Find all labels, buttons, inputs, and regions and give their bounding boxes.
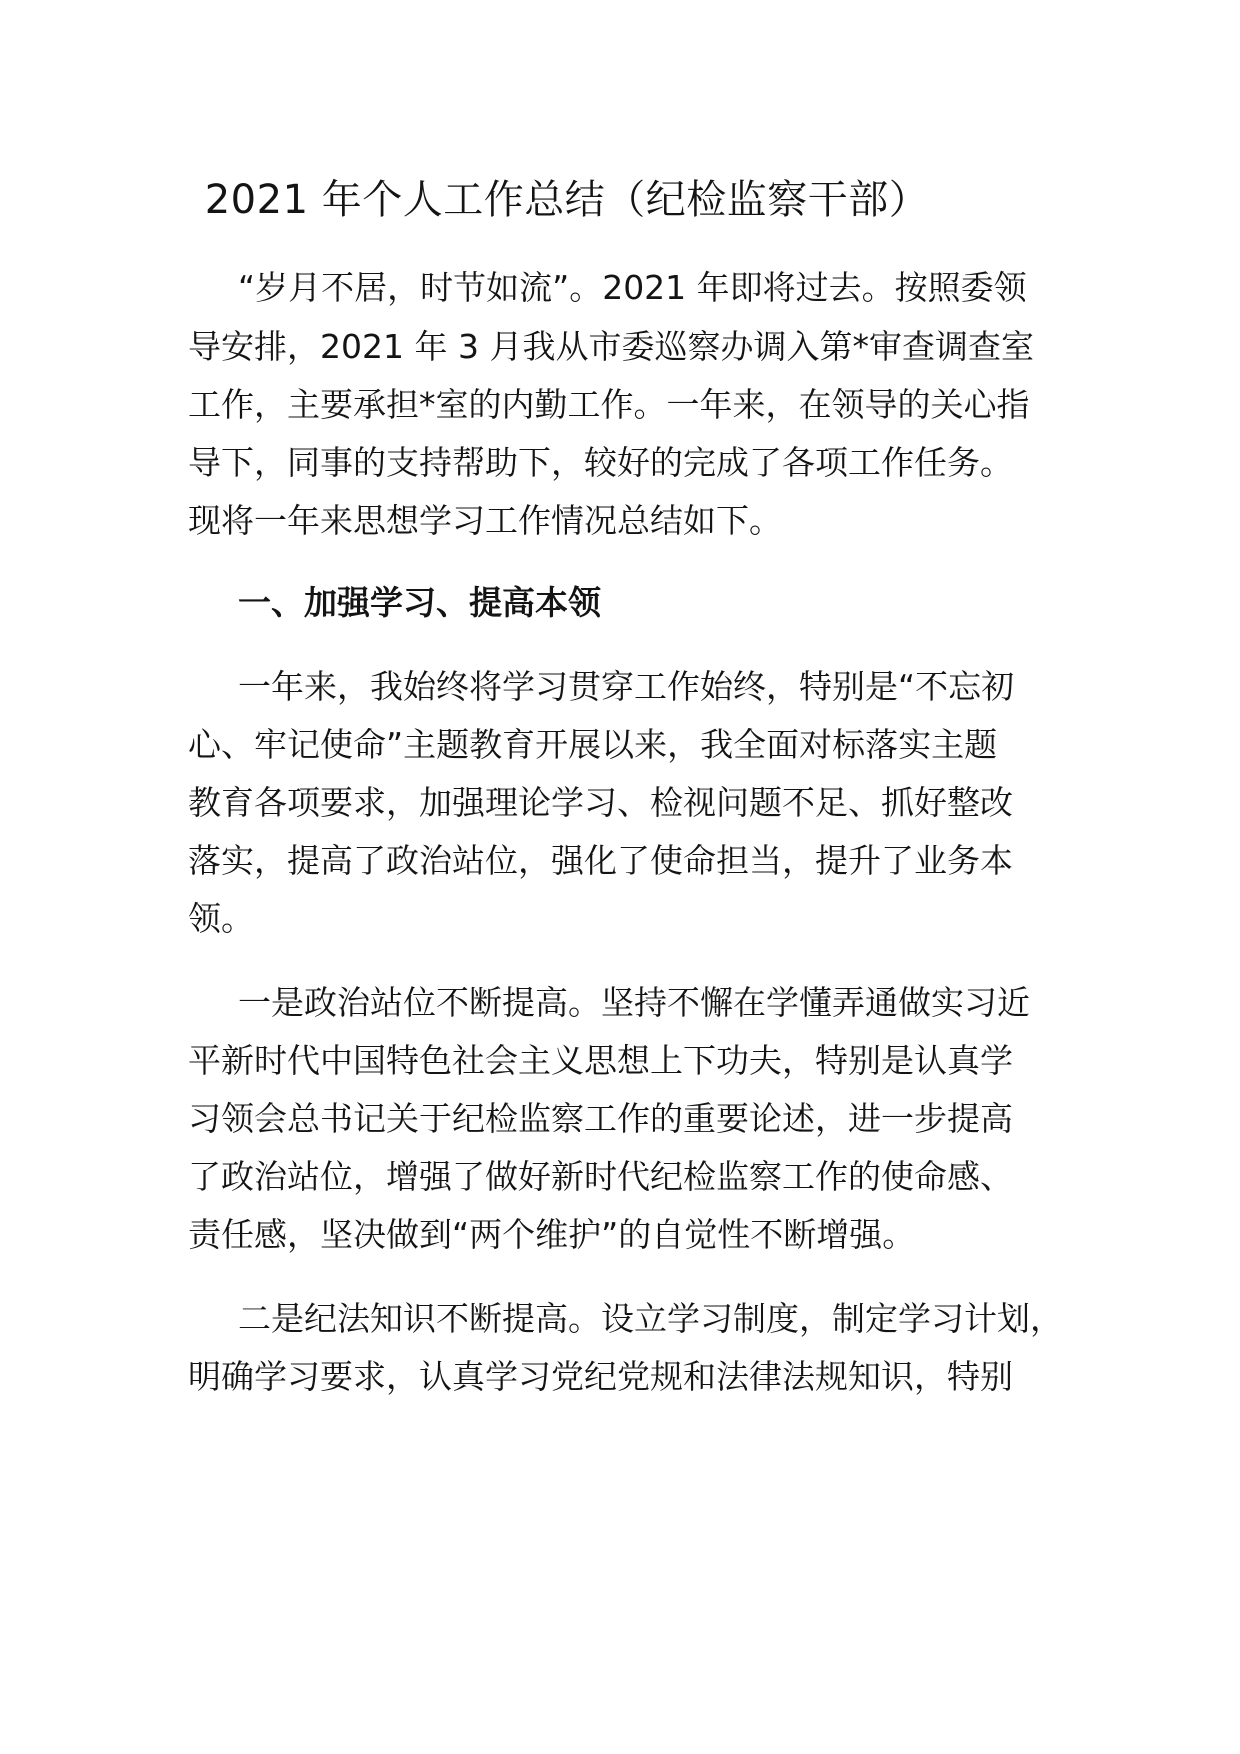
paragraph-2-line-5: 领。 [188, 899, 254, 938]
paragraph-1-line-2: 导安排，2021 年 3 月我从市委巡察办调入第*审查调查室 [188, 327, 1034, 366]
section-heading-1: 一、加强学习、提高本领 [238, 583, 601, 622]
paragraph-3-line-5: 责任感，坚决做到“两个维护”的自觉性不断增强。 [188, 1215, 916, 1254]
paragraph-4-line-2: 明确学习要求，认真学习党纪党规和法律法规知识，特别 [188, 1357, 1013, 1396]
paragraph-4-line-1: 二是纪法知识不断提高。设立学习制度，制定学习计划， [238, 1299, 1063, 1338]
paragraph-2-line-3: 教育各项要求，加强理论学习、检视问题不足、抓好整改 [188, 783, 1013, 822]
paragraph-2-line-4: 落实，提高了政治站位，强化了使命担当，提升了业务本 [188, 841, 1013, 880]
paragraph-3-line-4: 了政治站位，增强了做好新时代纪检监察工作的使命感、 [188, 1157, 1013, 1196]
paragraph-1-line-1: “岁月不居，时节如流”。2021 年即将过去。按照委领 [238, 268, 1027, 307]
paragraph-3-line-2: 平新时代中国特色社会主义思想上下功夫，特别是认真学 [188, 1041, 1013, 1080]
paragraph-1-line-5: 现将一年来思想学习工作情况总结如下。 [188, 501, 782, 540]
paragraph-2-line-1: 一年来，我始终将学习贯穿工作始终，特别是“不忘初 [238, 667, 1015, 706]
document-title: 2021 年个人工作总结（纪检监察干部） [204, 177, 930, 223]
paragraph-1-line-4: 导下，同事的支持帮助下，较好的完成了各项工作任务。 [188, 443, 1013, 482]
paragraph-3-line-3: 习领会总书记关于纪检监察工作的重要论述，进一步提高 [188, 1099, 1013, 1138]
paragraph-1-line-3: 工作，主要承担*室的内勤工作。一年来，在领导的关心指 [188, 385, 1030, 424]
paragraph-3-line-1: 一是政治站位不断提高。坚持不懈在学懂弄通做实习近 [238, 983, 1030, 1022]
paragraph-2-line-2: 心、牢记使命”主题教育开展以来，我全面对标落实主题 [188, 725, 998, 764]
